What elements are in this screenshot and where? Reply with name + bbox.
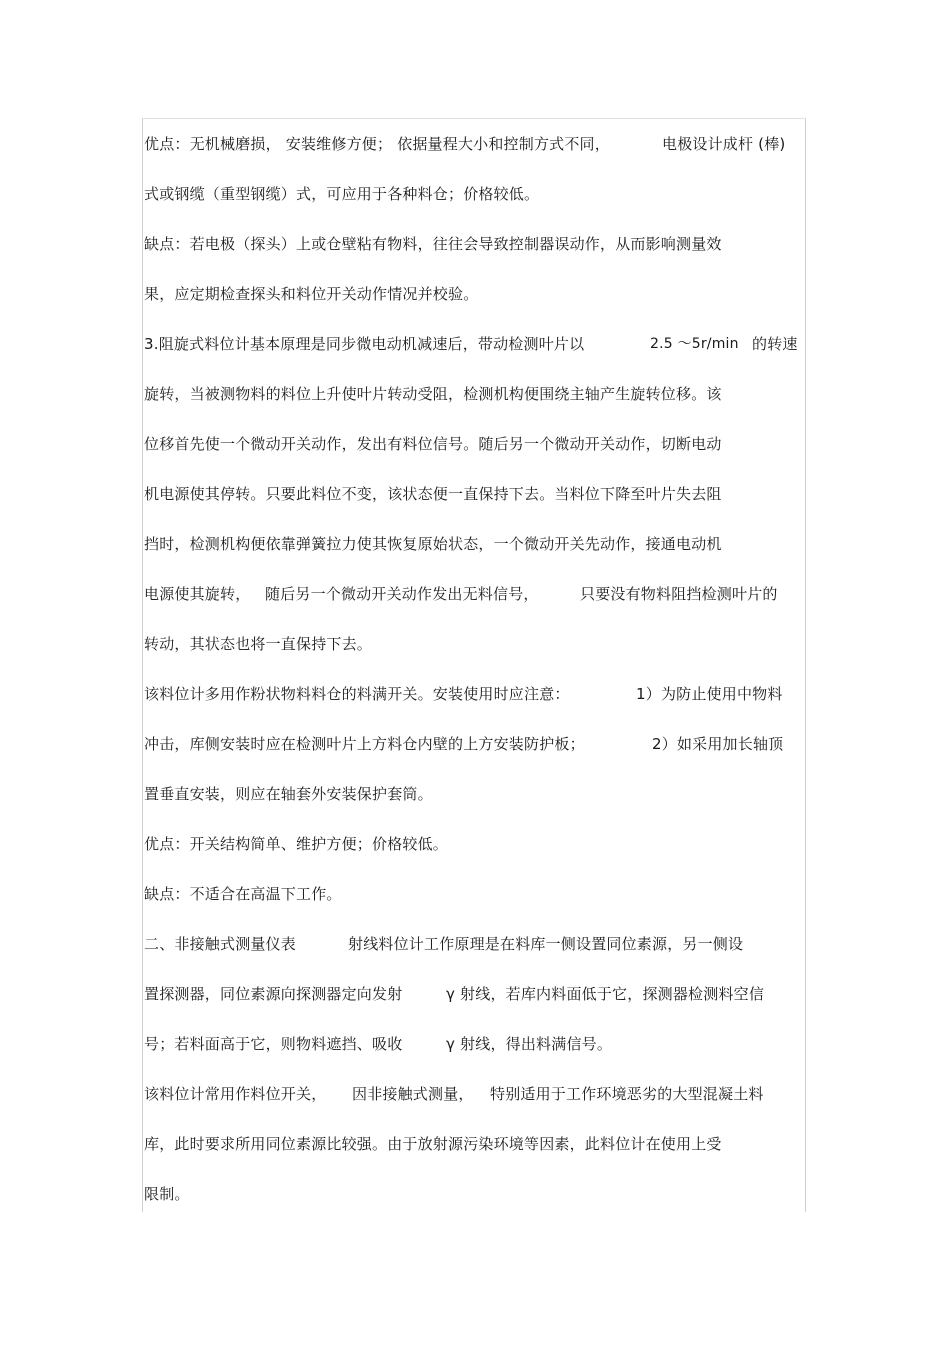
text-line: 电极设计成杆 (棒) [662, 135, 786, 153]
text-line: 旋转，当被测物料的料位上升使叶片转动受阻，检测机构便围绕主轴产生旋转位移。该 [144, 385, 722, 403]
text-line: 因非接触式测量， [352, 1085, 474, 1103]
text-line: 号；若料面高于它，则物料遮挡、吸收 [144, 1035, 403, 1053]
text-line: 置垂直安装，则应在轴套外安装保护套筒。 [144, 785, 433, 803]
text-line: 电源使其旋转， [144, 585, 251, 603]
section-heading: 二、非接触式测量仪表 [144, 935, 297, 953]
text-line: 果，应定期检查探头和料位开关动作情况并校验。 [144, 285, 479, 303]
text-line: 的转速 [752, 335, 798, 353]
text-line: γ 射线，得出料满信号。 [446, 1035, 613, 1053]
text-line: 缺点：不适合在高温下工作。 [144, 885, 342, 903]
text-line: 2.5 ～5r/min [650, 336, 739, 352]
text-line: 机电源使其停转。只要此料位不变，该状态便一直保持下去。当料位下降至叶片失去阻 [144, 485, 722, 503]
text-line: 位移首先使一个微动开关动作，发出有料位信号。随后另一个微动开关动作，切断电动 [144, 435, 722, 453]
text-line: 只要没有物料阻挡检测叶片的 [580, 585, 778, 603]
text-line: 限制。 [144, 1185, 190, 1203]
text-line: 1）为防止使用中物料 [636, 685, 783, 703]
text-line: 冲击，库侧安装时应在检测叶片上方料仓内壁的上方安装防护板； [144, 735, 585, 753]
text-line: 该料位计多用作粉状物料料仓的料满开关。安装使用时应注意： [144, 685, 570, 703]
text-line: 3.阻旋式料位计基本原理是同步微电动机减速后，带动检测叶片以 [144, 335, 585, 353]
text-line: 置探测器，同位素源向探测器定向发射 [144, 985, 403, 1003]
text-line: 挡时，检测机构便依靠弹簧拉力使其恢复原始状态，一个微动开关先动作，接通电动机 [144, 535, 722, 553]
text-line: γ 射线，若库内料面低于它，探测器检测料空信 [446, 985, 765, 1003]
text-line: 2）如采用加长轴顶 [652, 735, 784, 753]
text-line: 该料位计常用作料位开关， [144, 1085, 327, 1103]
text-line: 式或钢缆（重型钢缆）式，可应用于各种料仓；价格较低。 [144, 185, 540, 203]
text-line: 射线料位计工作原理是在料库一侧设置同位素源，另一侧设 [348, 935, 744, 953]
text-line: 优点：开关结构简单、维护方便；价格较低。 [144, 835, 449, 853]
text-line: 优点：无机械磨损， 安装维修方便； 依据量程大小和控制方式不同， [144, 135, 610, 153]
text-line: 特别适用于工作环境恶劣的大型混凝土料 [490, 1085, 764, 1103]
text-line: 库，此时要求所用同位素源比较强。由于放射源污染环境等因素，此料位计在使用上受 [144, 1135, 722, 1153]
text-line: 缺点：若电极（探头）上或仓壁粘有物料，往往会导致控制器误动作，从而影响测量效 [144, 235, 722, 253]
text-line: 随后另一个微动开关动作发出无料信号， [265, 585, 539, 603]
text-line: 转动，其状态也将一直保持下去。 [144, 635, 373, 653]
